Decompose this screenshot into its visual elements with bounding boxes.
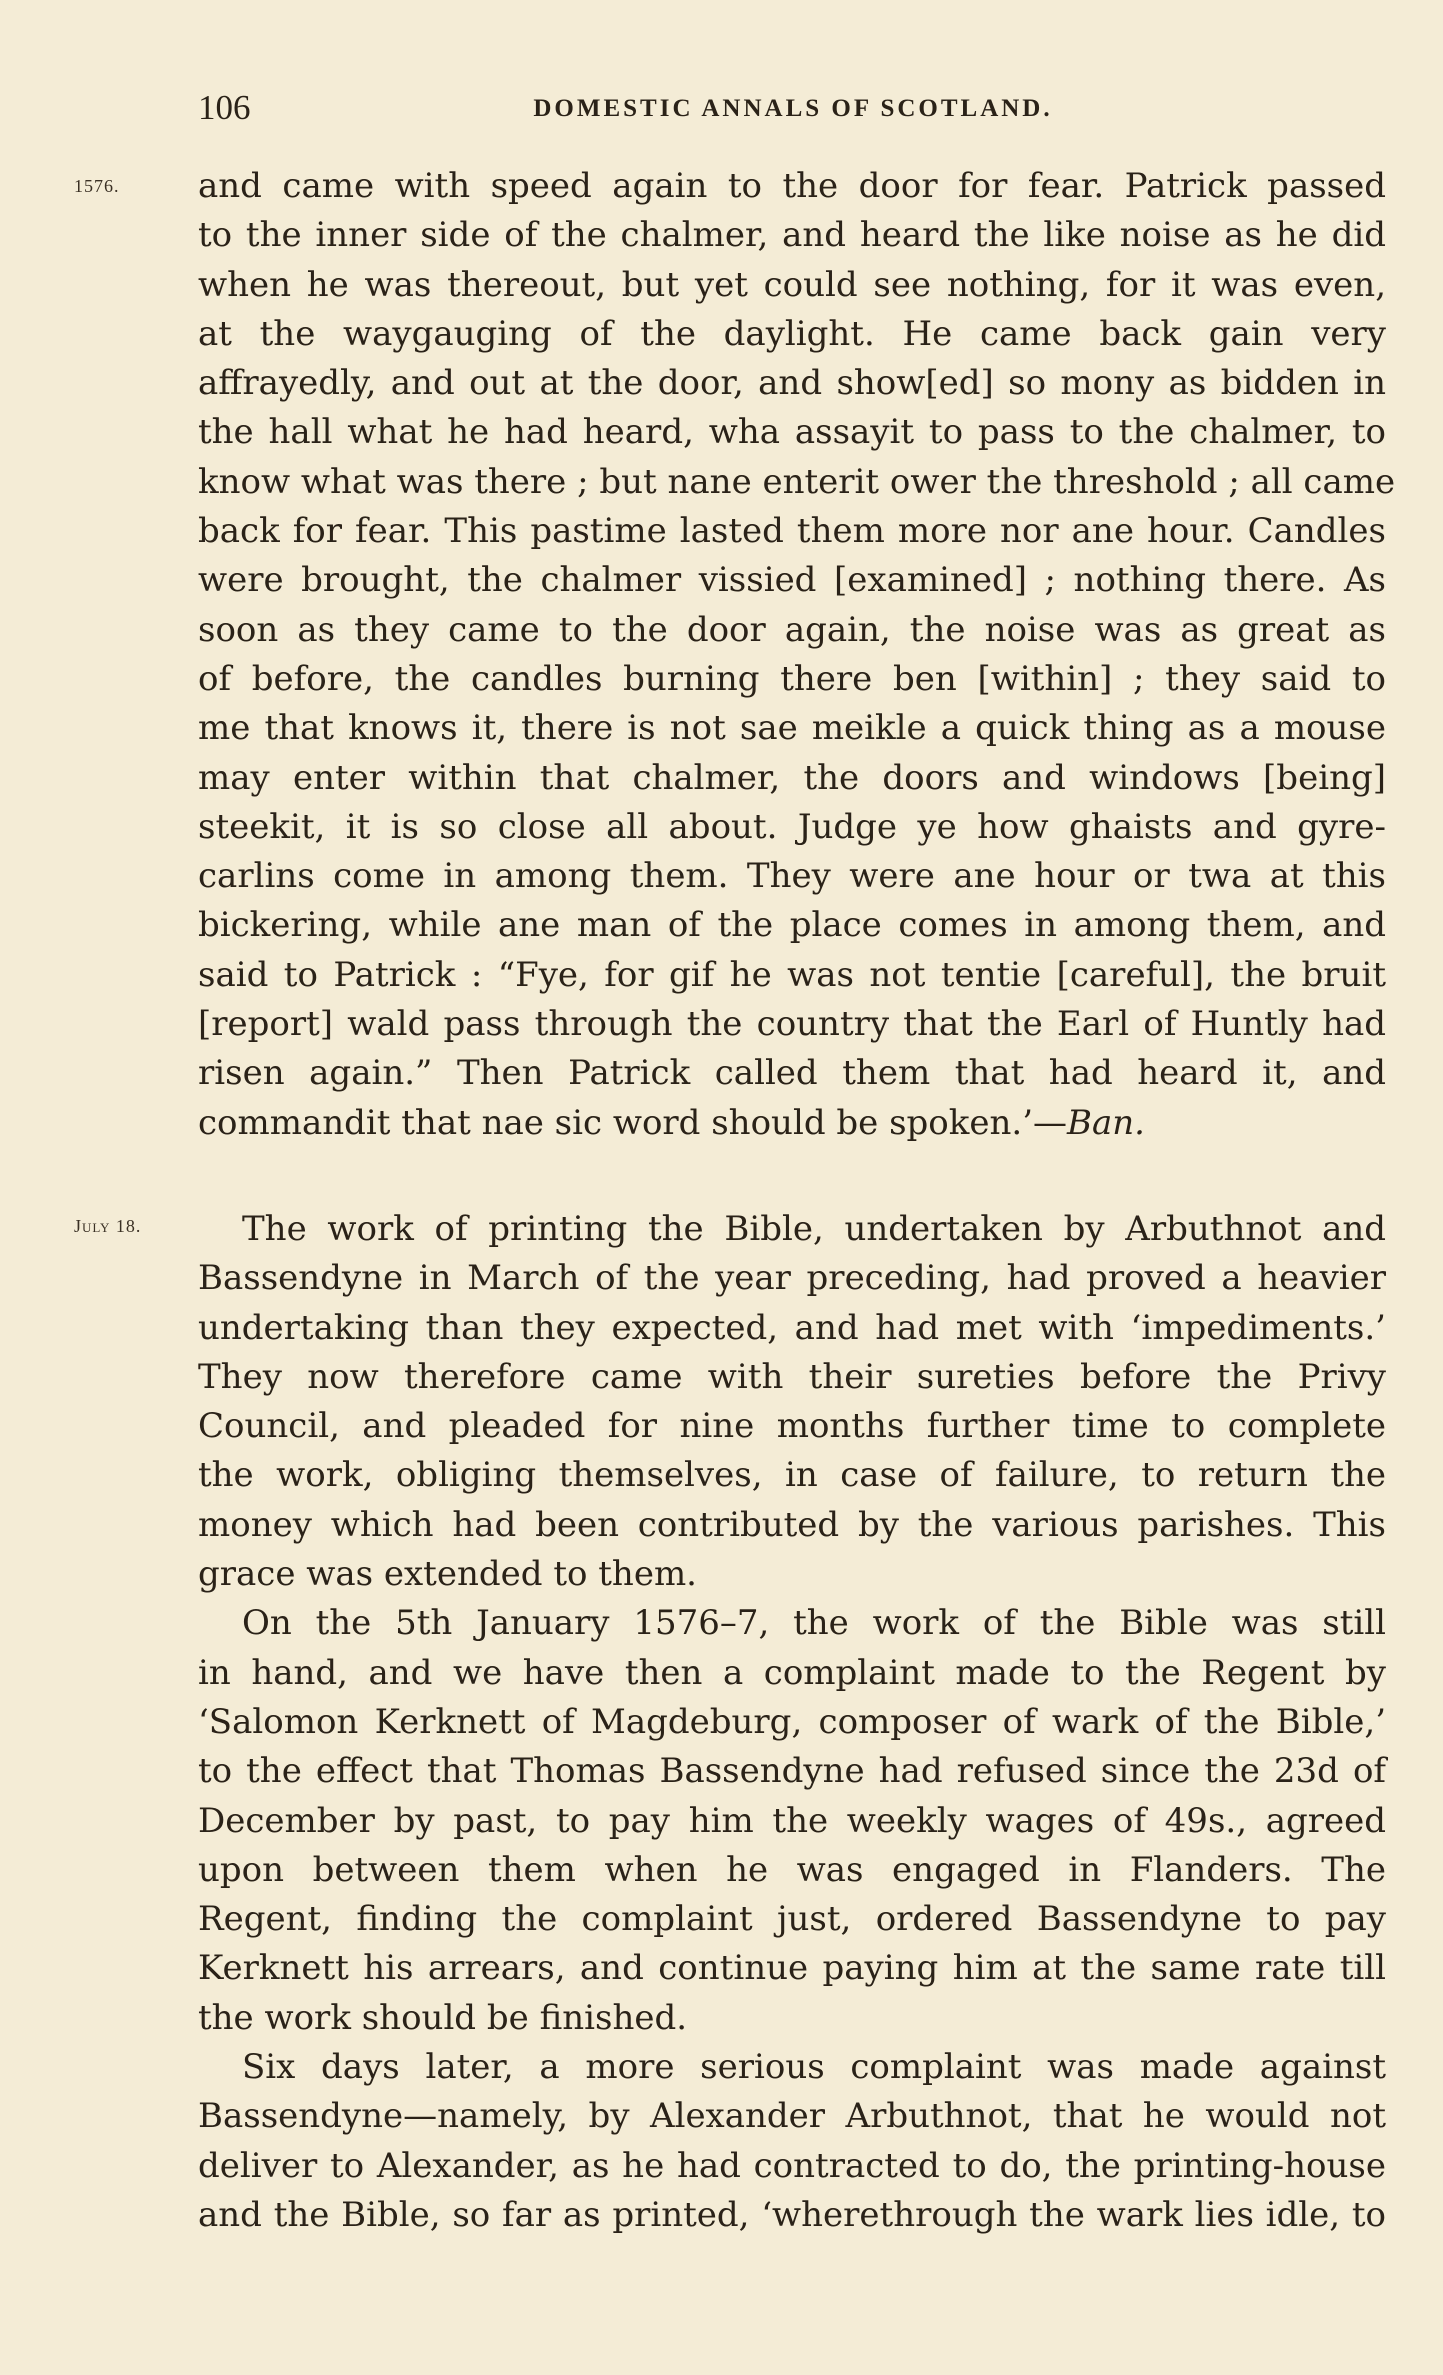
text-line: Bassendyne—namely, by Alexander Arbuthnot, that he would not xyxy=(198,2096,1386,2137)
text-line-final-body: commandit that nae sic word should be spoken.’— xyxy=(198,1102,1068,1143)
text-line: upon between them when he was engaged in Flanders. The xyxy=(198,1849,1386,1890)
text-line: the hall what he had heard, wha assayit to pass to the chalmer, to xyxy=(198,412,1386,453)
text-line: They now therefore came with their sureties before the Privy xyxy=(198,1356,1386,1397)
source-citation: Ban. xyxy=(1067,1102,1145,1143)
running-head xyxy=(198,88,1388,128)
running-title: DOMESTIC ANNALS OF SCOTLAND. xyxy=(533,95,1053,122)
text-line: at the waygauging of the daylight. He came back gain very xyxy=(198,313,1386,354)
text-line: said to Patrick : “Fye, for gif he was not tentie [careful], the bruit xyxy=(198,954,1386,995)
text-line: December by past, to pay him the weekly wages of 49s., agreed xyxy=(198,1800,1386,1841)
text-line: Kerknett his arrears, and continue paying him at the same rate till xyxy=(198,1948,1386,1989)
text-line: ‘Salomon Kerknett of Magdeburg, composer of wark of the Bible,’ xyxy=(198,1701,1386,1742)
text-line: [report] wald pass through the country that the Earl of Huntly had xyxy=(198,1004,1386,1045)
text-line: risen again.” Then Patrick called them that had heard it, and xyxy=(198,1053,1386,1094)
text-line: were brought, the chalmer vissied [examined] ; nothing there. As xyxy=(198,560,1386,601)
text-line: steekit, it is so close all about. Judge ye how ghaists and gyre- xyxy=(198,806,1386,847)
text-line: Regent, finding the complaint just, ordered Bassendyne to pay xyxy=(198,1899,1386,1940)
text-line: when he was thereout, but yet could see nothing, for it was even, xyxy=(198,264,1386,305)
text-line: the work, obliging themselves, in case of failure, to return the xyxy=(198,1455,1386,1496)
passage-one xyxy=(198,162,1396,1148)
text-line: money which had been contributed by the various parishes. This xyxy=(198,1504,1386,1545)
text-line: back for fear. This pastime lasted them more nor ane hour. Candles xyxy=(198,511,1386,552)
text-line: me that knows it, there is not sae meikle a quick thing as a mouse xyxy=(198,708,1386,749)
paragraph-first-line: On the 5th January 1576–7, the work of the Bible was still xyxy=(242,1603,1386,1644)
text-line: in hand, and we have then a complaint made to the Regent by xyxy=(198,1652,1386,1693)
text-line: carlins come in among them. They were ane hour or twa at this xyxy=(198,856,1386,897)
text-line: know what was there ; but nane enterit ower the threshold ; all came xyxy=(198,461,1396,502)
passage-two xyxy=(198,1205,1386,2240)
margin-note-date: July 18. xyxy=(74,1216,142,1236)
text-line: deliver to Alexander, as he had contracted to do, the printing-house xyxy=(198,2145,1386,2186)
page-number: 106 xyxy=(198,88,251,127)
paragraph-first-line: Six days later, a more serious complaint was made against xyxy=(242,2047,1386,2088)
text-line: bickering, while ane man of the place comes in among them, and xyxy=(198,905,1386,946)
text-line: soon as they came to the door again, the noise was as great as xyxy=(198,609,1386,650)
text-line: Bassendyne in March of the year preceding, had proved a heavier xyxy=(198,1258,1386,1299)
text-line: and the Bible, so far as printed, ‘wherethrough the wark lies idle, to xyxy=(198,2194,1386,2235)
margin-note-year: 1576. xyxy=(74,176,120,196)
paragraph-first-line: The work of printing the Bible, undertaken by Arbuthnot and xyxy=(242,1209,1386,1249)
text-line: the work should be finished. xyxy=(198,1997,688,2038)
text-line: to the inner side of the chalmer, and heard the like noise as he did xyxy=(198,215,1386,256)
text-line: may enter within that chalmer, the doors and windows [being] xyxy=(198,757,1386,798)
text-line: grace was extended to them. xyxy=(198,1554,697,1595)
text-line: undertaking than they expected, and had met with ‘impediments.’ xyxy=(198,1307,1386,1348)
text-line-final xyxy=(198,1099,1386,1148)
text-line: and came with speed again to the door for fear. Patrick passed xyxy=(198,166,1386,206)
text-line: affrayedly, and out at the door, and show[ed] so mony as bidden in xyxy=(198,363,1386,404)
text-line: Council, and pleaded for nine months further time to complete xyxy=(198,1406,1386,1447)
text-line: to the effect that Thomas Bassendyne had refused since the 23d of xyxy=(198,1751,1386,1792)
text-line: of before, the candles burning there ben [within] ; they said to xyxy=(198,658,1386,699)
